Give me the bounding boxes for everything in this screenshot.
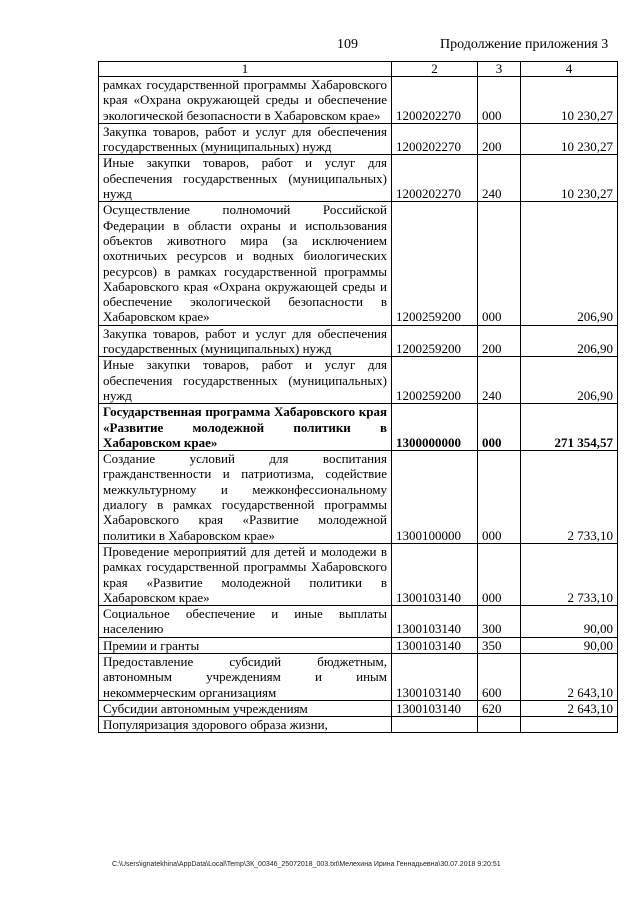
row-name-cell: Субсидии автономным учреждениям bbox=[99, 700, 392, 716]
row-name-cell: Иные закупки товаров, работ и услуг для обеспечения государственных (муниципальных) нужд bbox=[99, 155, 392, 202]
page-number: 109 bbox=[337, 37, 358, 52]
table-row bbox=[99, 357, 618, 404]
table-row bbox=[99, 451, 618, 544]
table-row bbox=[99, 717, 618, 733]
row-code-cell: 1200202270 bbox=[392, 77, 478, 124]
row-name-cell: Социальное обеспечение и иные выплаты населению bbox=[99, 606, 392, 638]
table-body bbox=[99, 77, 618, 733]
row-amount-cell: 10 230,27 bbox=[521, 77, 618, 124]
row-name-cell: Государственная программа Хабаровского края «Развитие молодежной политики в Хабаровском крае» bbox=[99, 404, 392, 451]
row-amount-cell: 206,90 bbox=[521, 357, 618, 404]
row-name-cell: Закупка товаров, работ и услуг для обеспечения государственных (муниципальных) нужд bbox=[99, 123, 392, 155]
row-amount-cell: 90,00 bbox=[521, 606, 618, 638]
column-header-expense-type: 3 bbox=[478, 62, 521, 77]
row-amount-cell: 206,90 bbox=[521, 202, 618, 325]
row-expense-type-cell: 200 bbox=[478, 123, 521, 155]
row-expense-type-cell: 000 bbox=[478, 451, 521, 544]
row-code-cell: 1200259200 bbox=[392, 357, 478, 404]
column-header-name: 1 bbox=[99, 62, 392, 77]
row-amount-cell: 10 230,27 bbox=[521, 123, 618, 155]
row-name-cell: рамках государственной программы Хабаровского края «Охрана окружающей среды и обеспечение экологической безопасности в Хабаровском крае» bbox=[99, 77, 392, 124]
row-amount-cell: 2 733,10 bbox=[521, 451, 618, 544]
row-code-cell: 1300103140 bbox=[392, 653, 478, 700]
table-row bbox=[99, 543, 618, 605]
budget-table bbox=[98, 61, 618, 733]
row-expense-type-cell: 300 bbox=[478, 606, 521, 638]
row-code-cell: 1200202270 bbox=[392, 123, 478, 155]
column-header-amount: 4 bbox=[521, 62, 618, 77]
row-code-cell: 1300100000 bbox=[392, 451, 478, 544]
row-amount-cell bbox=[521, 717, 618, 733]
row-name-cell: Осуществление полномочий Российской Федерации в области охраны и использования объектов животного мира (за исключением охотничьих ресурсов и водных биологических ресурсов) в рамках государственной программы Хабаровского края «Охрана окружающей среды и обеспечение экологической безопасности в Хабаровском крае» bbox=[99, 202, 392, 325]
row-name-cell: Закупка товаров, работ и услуг для обеспечения государственных (муниципальных) нужд bbox=[99, 325, 392, 357]
row-name-cell: Популяризация здорового образа жизни, bbox=[99, 717, 392, 733]
row-expense-type-cell: 240 bbox=[478, 357, 521, 404]
row-expense-type-cell: 000 bbox=[478, 202, 521, 325]
table-row bbox=[99, 606, 618, 638]
row-code-cell: 1300000000 bbox=[392, 404, 478, 451]
row-code-cell bbox=[392, 717, 478, 733]
row-code-cell: 1200259200 bbox=[392, 325, 478, 357]
row-expense-type-cell: 000 bbox=[478, 77, 521, 124]
row-amount-cell: 2 643,10 bbox=[521, 700, 618, 716]
row-amount-cell: 10 230,27 bbox=[521, 155, 618, 202]
table-row bbox=[99, 404, 618, 451]
row-name-cell: Проведение мероприятий для детей и молодежи в рамках государственной программы Хабаровского края «Развитие молодежной политики в Хабаровском крае» bbox=[99, 543, 392, 605]
row-amount-cell: 90,00 bbox=[521, 637, 618, 653]
row-name-cell: Предоставление субсидий бюджетным, автономным учреждениям и иным некоммерческим организациям bbox=[99, 653, 392, 700]
row-amount-cell: 206,90 bbox=[521, 325, 618, 357]
appendix-continuation-label: Продолжение приложения 3 bbox=[440, 37, 609, 52]
row-expense-type-cell bbox=[478, 717, 521, 733]
table-row bbox=[99, 202, 618, 325]
row-name-cell: Премии и гранты bbox=[99, 637, 392, 653]
table-row bbox=[99, 325, 618, 357]
table-row bbox=[99, 77, 618, 124]
row-amount-cell: 2 733,10 bbox=[521, 543, 618, 605]
table-row bbox=[99, 637, 618, 653]
row-code-cell: 1200202270 bbox=[392, 155, 478, 202]
row-code-cell: 1300103140 bbox=[392, 606, 478, 638]
table-row bbox=[99, 155, 618, 202]
footer-file-path: C:\Users\ignatekhina\AppData\Local\Temp\ЗК_00346_25072018_003.txt\Мелехина Ирина Геннадьевна\30.07.2018 9:20:51 bbox=[112, 861, 501, 868]
row-name-cell: Создание условий для воспитания гражданственности и патриотизма, содействие межкультурному и межконфессиональному диалогу в рамках государственной программы Хабаровского края «Развитие молодежной политики в Хабаровском крае» bbox=[99, 451, 392, 544]
row-expense-type-cell: 000 bbox=[478, 543, 521, 605]
row-amount-cell: 271 354,57 bbox=[521, 404, 618, 451]
row-expense-type-cell: 240 bbox=[478, 155, 521, 202]
column-header-code: 2 bbox=[392, 62, 478, 77]
row-name-cell: Иные закупки товаров, работ и услуг для обеспечения государственных (муниципальных) нужд bbox=[99, 357, 392, 404]
row-expense-type-cell: 350 bbox=[478, 637, 521, 653]
table-header-row bbox=[99, 62, 618, 77]
table-row bbox=[99, 700, 618, 716]
table-row bbox=[99, 653, 618, 700]
row-code-cell: 1200259200 bbox=[392, 202, 478, 325]
row-expense-type-cell: 200 bbox=[478, 325, 521, 357]
row-amount-cell: 2 643,10 bbox=[521, 653, 618, 700]
row-code-cell: 1300103140 bbox=[392, 637, 478, 653]
row-code-cell: 1300103140 bbox=[392, 543, 478, 605]
row-expense-type-cell: 600 bbox=[478, 653, 521, 700]
row-expense-type-cell: 620 bbox=[478, 700, 521, 716]
row-expense-type-cell: 000 bbox=[478, 404, 521, 451]
row-code-cell: 1300103140 bbox=[392, 700, 478, 716]
table-row bbox=[99, 123, 618, 155]
